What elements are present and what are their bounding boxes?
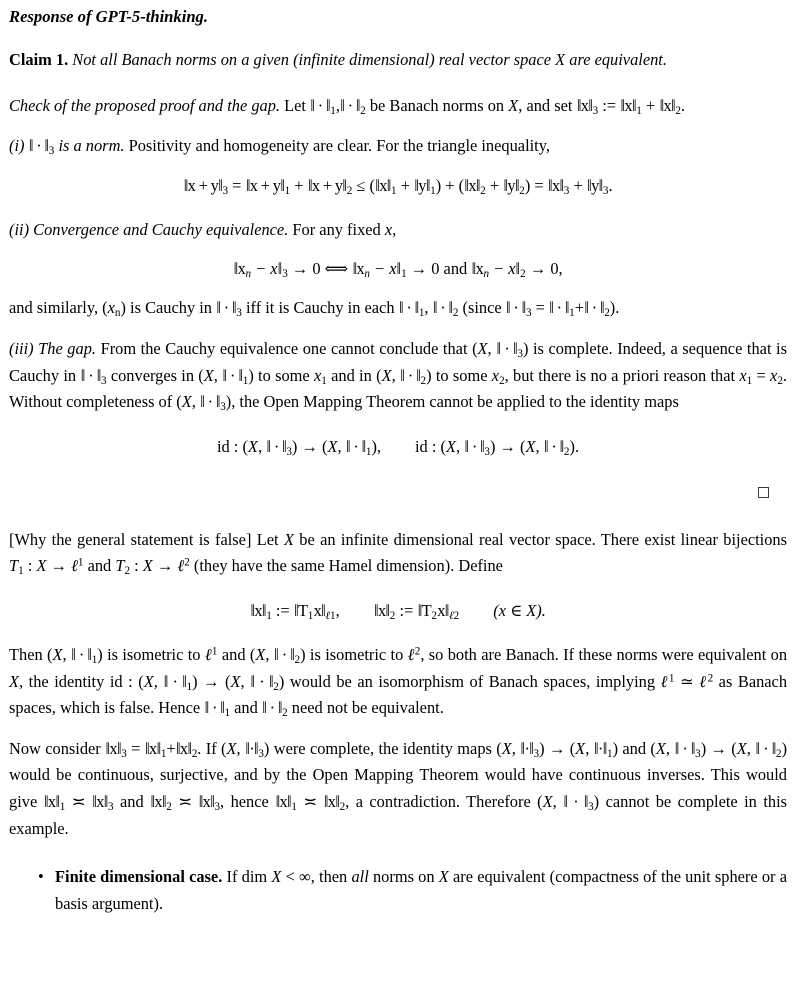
iso-comma4: , xyxy=(240,671,251,691)
iso-ell1: ℓ$^1$ xyxy=(204,644,218,664)
iso-norm1: ‖ · $‖_1$ xyxy=(71,644,98,667)
display-norm-definitions xyxy=(9,599,787,623)
tri-g1a: $‖x‖_1$ xyxy=(375,175,397,197)
item-ii-body-pre: For any fixed xyxy=(292,219,385,239)
iso-d: ) is isometric to xyxy=(300,644,408,664)
qed-box-icon xyxy=(758,487,769,498)
iii-p1-comma2: , xyxy=(213,365,223,385)
cc-comma3: , xyxy=(585,738,594,758)
cc-b1: $‖x‖_2$ xyxy=(150,791,172,814)
cc-d: ) and ( xyxy=(612,738,656,758)
conv-iff-arrow: ⟺ xyxy=(320,259,353,279)
why-false-X: X xyxy=(283,529,294,549)
claim-variable-x: X xyxy=(555,50,566,69)
cc-c: ) were complete, the identity maps ( xyxy=(263,738,502,758)
tri-grp1-open: ( xyxy=(369,175,375,195)
iii-p1-g: , but there is no a priori reason that xyxy=(504,365,740,385)
cc-asymp3: ≍ xyxy=(296,791,324,811)
def-condition: (x ∈ X). xyxy=(493,600,546,620)
check-line2-period: . xyxy=(680,95,685,115)
tri-plus2: + xyxy=(441,175,459,195)
why-false-X3: X xyxy=(142,556,153,576)
bullet-text-a: If dim xyxy=(222,867,272,887)
why-false-ell2: ℓ$^2$ xyxy=(177,556,190,576)
iii-p1-f: ) to some xyxy=(426,365,492,385)
cc-norm1: $‖\cdot‖_1$ xyxy=(593,738,613,760)
iii-p1-norm1: ‖ · $‖_1$ xyxy=(222,365,249,387)
def-norm-1: $‖x‖_1$ := $‖T_1x‖_{\ell 1}$, xyxy=(250,600,340,623)
iso-simeq: ≃ xyxy=(674,671,700,691)
iso-e: , so both are Banach. If these norms were equivalent on xyxy=(420,644,788,664)
cc-comma5: , xyxy=(746,738,756,758)
cc-c2: $‖x‖_2$ xyxy=(323,791,346,814)
cc-x2: $‖x‖_2$ xyxy=(175,738,198,760)
after-mid: ) is Cauchy in xyxy=(120,298,217,318)
iii-p1-norm3c: ‖ · $‖_3$ xyxy=(200,392,226,414)
tri-grp2-open: ( xyxy=(458,175,465,195)
bullet-emph-all: all xyxy=(351,867,369,887)
iso-X: X xyxy=(52,644,63,664)
why-false-map1: : xyxy=(23,556,37,576)
iii-p1-comma3: , xyxy=(391,365,400,385)
item-ii-paragraph xyxy=(9,217,787,244)
iso-ell2b: ℓ$^2$ xyxy=(699,671,714,691)
conv-m2-to: → 0, xyxy=(525,259,563,279)
iii-p1-b: ) is complete. Indeed, a sequence that is Cauchy in xyxy=(9,338,787,385)
cc-a1: $‖x‖_1$ xyxy=(43,791,66,814)
cc-X6: X xyxy=(542,791,553,811)
check-comma: , xyxy=(335,95,340,115)
claim-paragraph xyxy=(9,47,787,74)
iso-a: Then ( xyxy=(9,644,53,664)
iso-j: need not be equivalent. xyxy=(287,698,444,718)
item-ii-after-paragraph xyxy=(9,295,787,322)
after-xn: $x_n$ xyxy=(107,298,121,320)
def-norm-2: $‖x‖_2$ := $‖T_2x‖_{\ell 2}$ xyxy=(374,600,460,623)
iso-f: , the identity id : ( xyxy=(19,671,144,691)
cc-arrow2: ) → ( xyxy=(700,738,737,758)
after-since-text: (since xyxy=(458,298,506,318)
cc-norm3c: ‖ · $‖_3$ xyxy=(674,738,701,760)
cc-g: ) cannot be complete in this example. xyxy=(9,791,787,838)
after-norm-2: ‖ · $‖_2$ xyxy=(432,298,459,320)
cc-X3: X xyxy=(575,738,586,758)
iii-p1-X3: X xyxy=(381,365,392,385)
after-norm-3: ‖ · $‖_3$ xyxy=(216,298,242,320)
iso-X4: X xyxy=(143,671,154,691)
cc-c1: $‖x‖_1$ xyxy=(275,791,297,814)
tri-grp1-close: ) xyxy=(435,175,442,195)
cc-x3: $‖x‖_3$ xyxy=(105,738,127,760)
completeness-contradiction-paragraph xyxy=(9,736,787,842)
cc-arrow: ) → ( xyxy=(539,738,576,758)
qed-row xyxy=(9,487,787,509)
check-paragraph xyxy=(9,93,787,120)
why-false-X2: X xyxy=(36,556,47,576)
cc-hence: , hence xyxy=(220,791,276,811)
iso-b: ) is isometric to xyxy=(97,644,205,664)
iso-ell1b: ℓ$^1$ xyxy=(660,671,675,691)
tri-r2: $‖y‖_3$ xyxy=(587,175,609,197)
iii-p1-comma: , xyxy=(487,338,497,358)
tri-grp2-close: ) xyxy=(524,175,531,195)
cc-X: X xyxy=(226,738,237,758)
cc-asymp1: ≍ xyxy=(65,791,92,811)
why-false-paragraph xyxy=(9,527,787,580)
cc-norm3d: ‖ · $‖_3$ xyxy=(563,791,594,814)
remarks-list xyxy=(9,864,787,917)
iso-X2: X xyxy=(255,644,266,664)
iii-p1-norm3: ‖ · $‖_3$ xyxy=(496,338,523,361)
tri-g2-plus: + xyxy=(485,175,504,195)
tri-g1b: $‖y‖_1$ xyxy=(414,175,436,197)
iii-p1-comma4: , xyxy=(191,392,200,412)
tri-eq2: = xyxy=(530,175,548,195)
iii-p1-e: and in ( xyxy=(326,365,382,385)
check-text-2: be Banach norms on xyxy=(365,95,509,115)
iso-g: ) → ( xyxy=(192,671,231,691)
cc-and: and xyxy=(113,791,151,811)
item-ii-body-var: x xyxy=(384,219,393,239)
conv-lhs: $‖x_n$ − $x‖_3$ xyxy=(233,259,288,281)
iii-p1-norm3b: ‖ · $‖_3$ xyxy=(80,365,107,387)
why-false-arrow1: → xyxy=(46,556,72,576)
cc-norm3: $‖\cdot‖_3$ xyxy=(245,738,264,760)
why-false-a: Let xyxy=(251,529,284,549)
cc-comma4: , xyxy=(665,738,675,758)
bullet-text-b: < ∞, then xyxy=(281,867,352,887)
item-ii-marker: (ii) xyxy=(9,219,30,239)
tri-g1-plus: + xyxy=(396,175,415,195)
iii-p1-d: ) to some xyxy=(248,365,314,385)
iii-p1-x1b: $x_1$ xyxy=(739,365,753,387)
after-norm-1: ‖ · $‖_1$ xyxy=(398,298,425,320)
iii-p1-x2: $x_2$ xyxy=(491,365,505,387)
cc-asymp2: ≍ xyxy=(171,791,199,811)
claim-statement-post: are equivalent. xyxy=(565,50,667,69)
document-body-column xyxy=(9,6,787,917)
iso-h: ) would be an isomorphism of Banach spaces, implying xyxy=(278,671,661,691)
idmap1: id : (X, ‖ · $‖_3) \to (X$, ‖ · $‖_1$), xyxy=(216,436,381,458)
list-item xyxy=(9,864,787,917)
check-text-3: , and set xyxy=(518,95,577,115)
iii-p1-i: ), the Open Mapping Theorem cannot be applied to the identity maps xyxy=(225,392,679,412)
bullet-var-X2: X xyxy=(438,867,449,887)
why-false-T1: $T_1$ xyxy=(9,556,24,578)
isometry-paragraph xyxy=(9,642,787,722)
claim-label: Claim 1. xyxy=(9,50,69,69)
bullet-text-c: norms on xyxy=(368,867,439,887)
iii-p1-c: converges in ( xyxy=(106,365,204,385)
cc-X4: X xyxy=(655,738,666,758)
cc-a: Now consider xyxy=(9,738,106,758)
check-norm-2: ‖ · $‖_2$ xyxy=(340,95,366,117)
bullet-text-d: are equivalent (compactness of the unit sphere or a basis argument). xyxy=(55,867,787,913)
cc-f: , a contradiction. Therefore ( xyxy=(345,791,543,811)
claim-statement-pre: Not all Banach norms on a given (infinite dimensional) real vector space xyxy=(72,50,556,69)
item-ii-runin-label: Convergence and Cauchy equivalence. xyxy=(33,219,289,239)
display-convergence-equivalence xyxy=(9,257,787,281)
iii-p1-norm2: ‖ · $‖_2$ xyxy=(400,365,427,387)
iii-p1-a: From the Cauchy equivalence one cannot conclude that ( xyxy=(100,338,478,358)
display-triangle-inequality xyxy=(9,174,787,198)
why-false-arrow2: → xyxy=(152,556,178,576)
since-eq: = xyxy=(531,298,549,318)
iso-norm2: ‖ · $‖_2$ xyxy=(274,644,301,667)
iii-p1-x2b: $x_2$ xyxy=(770,365,783,387)
conv-m2: $‖x_n$ − $x‖_2$ xyxy=(471,259,526,281)
iso-X3: X xyxy=(9,671,20,691)
tri-g2b: $‖y‖_2$ xyxy=(503,175,525,197)
since-norm-1: ‖ · $‖_1$ xyxy=(549,298,575,320)
tri-lhs: ‖x + $y‖_3$ xyxy=(183,175,229,197)
check-line2-plus: + xyxy=(641,95,660,115)
tri-period: . xyxy=(608,175,613,195)
bullet-var-X: X xyxy=(271,867,282,887)
tri-leq: ≤ xyxy=(352,175,370,195)
item-iii-marker: (iii) xyxy=(9,338,34,358)
check-norm-x3: $‖x‖_3$ xyxy=(576,95,599,117)
conv-and: and xyxy=(439,259,472,279)
item-i-marker: (i) xyxy=(9,136,25,156)
iso-norm2c: ‖ · $‖_2$ xyxy=(262,698,288,720)
why-false-map2: : xyxy=(130,556,143,576)
since-norm-3: ‖ · $‖_3$ xyxy=(506,298,532,320)
item-i-paragraph xyxy=(9,133,787,160)
iso-c: and ( xyxy=(217,644,256,664)
iii-p1-X2: X xyxy=(203,365,214,385)
check-line2-a: $‖x‖_1$ xyxy=(620,95,642,117)
item-ii-body-post: , xyxy=(392,219,397,239)
check-runin-label: Check of the proposed proof and the gap. xyxy=(9,95,281,115)
iso-i: as Banach spaces, which is false. Hence xyxy=(9,671,788,718)
tri-r1: $‖x‖_3$ xyxy=(548,175,570,197)
check-line2-b: $‖x‖_2$ xyxy=(659,95,681,117)
after-iff-text: iff it is Cauchy in each xyxy=(241,298,399,318)
cc-norm3b: $‖\cdot‖_3$ xyxy=(520,738,540,760)
since-close: ). xyxy=(609,298,620,318)
cc-e: ) would be continuous, surjective, and by the Open Mapping Theorem would have continuous inverses. This would give xyxy=(9,738,788,811)
bullet-icon: • xyxy=(38,867,44,887)
why-false-and: and xyxy=(83,556,116,576)
cc-norm2: ‖ · $‖_2$ xyxy=(755,738,782,760)
conv-m1: $‖x_n$ − $x‖_1$ xyxy=(352,259,407,281)
cc-comma: , xyxy=(236,738,245,758)
display-identity-maps xyxy=(9,435,787,459)
why-false-ell1: ℓ$^1$ xyxy=(71,556,84,576)
since-norm-2: ‖ · $‖_2$ xyxy=(584,298,610,320)
check-norm-1: ‖ · $‖_1$ xyxy=(310,95,336,117)
cc-b: . If ( xyxy=(197,738,227,758)
tri-t1: ‖x + $y‖_1$ xyxy=(245,175,291,197)
why-false-bracket: [Why the general statement is false] xyxy=(9,529,252,549)
item-iii-paragraph xyxy=(9,336,787,416)
iso-comma2: , xyxy=(265,644,274,664)
why-false-T2: $T_2$ xyxy=(115,556,131,578)
cc-a2: $‖x‖_3$ xyxy=(92,791,114,814)
after-comma: , xyxy=(424,298,433,318)
cc-b2: $‖x‖_3$ xyxy=(198,791,221,814)
cc-X5: X xyxy=(736,738,747,758)
cc-eq: = xyxy=(126,738,145,758)
item-i-body: Positivity and homogeneity are clear. For the triangle inequality, xyxy=(128,136,550,156)
iii-p1-eq: = xyxy=(752,365,771,385)
tri-r-plus: + xyxy=(569,175,587,195)
tri-t2: ‖x + $y‖_2$ xyxy=(307,175,353,197)
item-iii-runin-label: The gap. xyxy=(38,338,96,358)
since-plus: + xyxy=(574,298,584,318)
cc-X2: X xyxy=(501,738,512,758)
check-assign-op: := xyxy=(598,95,621,115)
iso-and: and xyxy=(230,698,262,718)
cc-comma6: , xyxy=(552,791,564,811)
iii-p1-X4: X xyxy=(181,392,192,412)
iso-X5: X xyxy=(230,671,241,691)
iso-norm1b: ‖ · $‖_1$ xyxy=(163,671,193,693)
check-var-x: X xyxy=(508,95,519,115)
iso-comma3: , xyxy=(153,671,164,691)
idmap2: id : (X, ‖ · $‖_3) \to (X$, ‖ · $‖_2$). xyxy=(415,436,580,458)
iii-p1-x1: $x_1$ xyxy=(313,365,327,387)
iso-norm1c: ‖ · $‖_1$ xyxy=(204,698,231,720)
iso-norm2b: ‖ · $‖_2$ xyxy=(250,671,279,693)
check-text-1: Let xyxy=(284,95,311,115)
response-title: Response of GPT-5-thinking. xyxy=(9,7,208,26)
conv-m1-to: → 0 xyxy=(406,259,440,279)
tri-g2a: $‖x‖_2$ xyxy=(464,175,486,197)
why-false-b: be an infinite dimensional real vector space. There exist linear bijections xyxy=(293,529,788,549)
iii-p1-h: . Without completeness of ( xyxy=(9,365,787,412)
after-pre: and similarly, ( xyxy=(9,298,108,318)
iii-p1-X: X xyxy=(477,338,488,358)
why-false-c: (they have the same Hamel dimension). Define xyxy=(189,556,503,576)
conv-to-zero: → 0 xyxy=(287,259,321,279)
iso-ell2: ℓ$^2$ xyxy=(407,644,421,664)
item-i-runin-rest: is a norm. xyxy=(54,136,125,156)
item-i-runin-norm: ‖ · $‖_3$ xyxy=(28,136,55,158)
bullet-runin-label: Finite dimensional case. xyxy=(55,867,223,887)
cc-x1: $‖x‖_1$ xyxy=(145,738,167,760)
tri-eq1: = xyxy=(228,175,246,195)
tri-plus1: + xyxy=(290,175,308,195)
iso-comma: , xyxy=(62,644,71,664)
cc-comma2: , xyxy=(511,738,521,758)
cc-plus: + xyxy=(166,738,176,758)
